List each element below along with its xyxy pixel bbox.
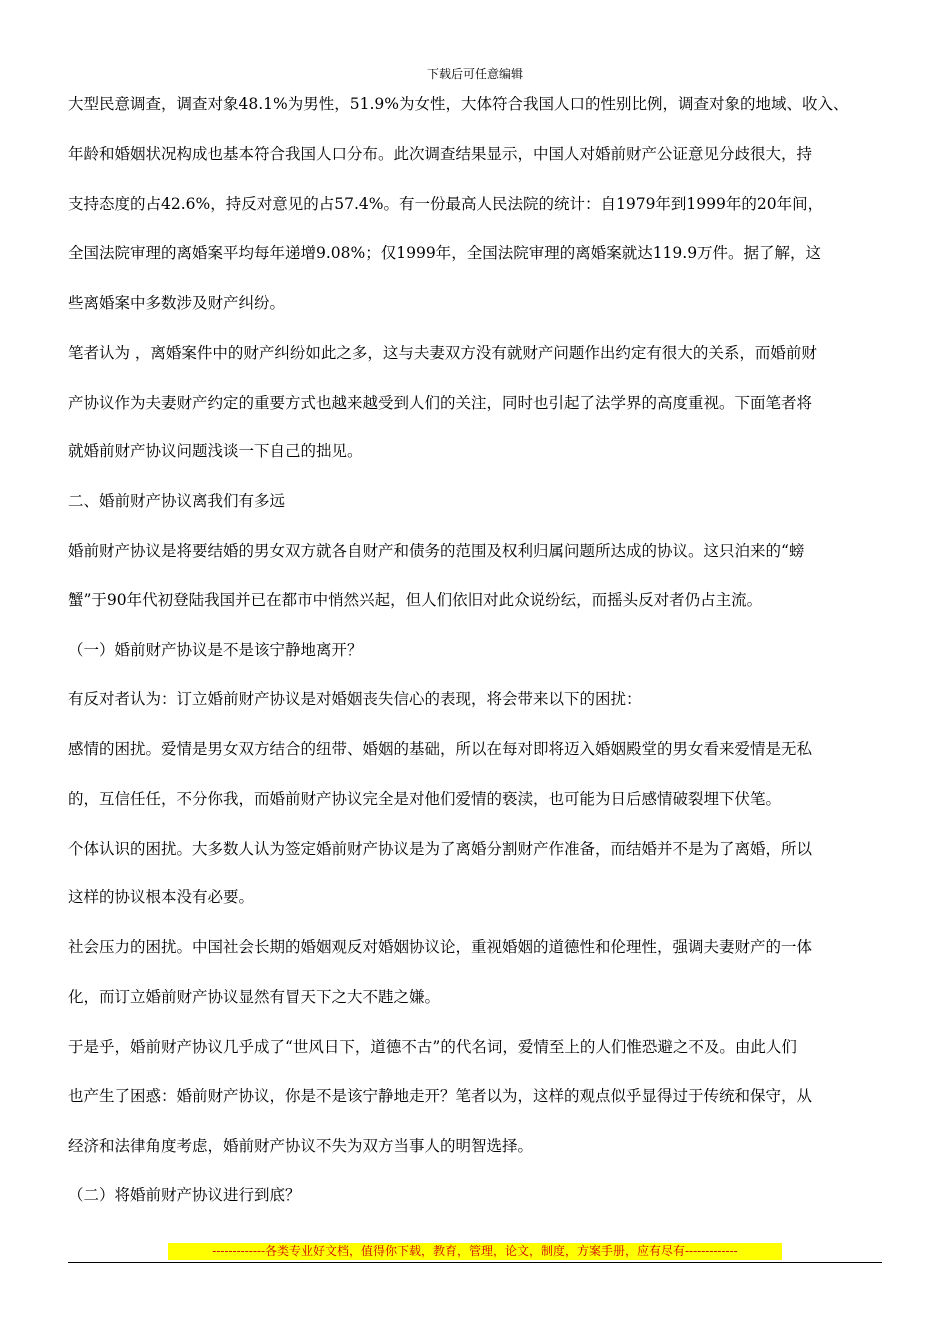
text-line: 有反对者认为：订立婚前财产协议是对婚姻丧失信心的表现，将会带来以下的困扰：	[68, 690, 642, 708]
text-line: 于是乎，婚前财产协议几乎成了“世风日下，道德不古”的代名词，爱情至上的人们惟恐避之不及。由此人们	[68, 1038, 797, 1056]
text-line: 就婚前财产协议问题浅谈一下自己的拙见。	[68, 442, 363, 460]
text-line: 年龄和婚姻状况构成也基本符合我国人口分布。此次调查结果显示，中国人对婚前财产公证意见分歧很大，持	[68, 145, 813, 163]
page-header: 下载后可任意编辑	[426, 67, 523, 81]
text-line: 蟹”于90年代初登陆我国并已在都市中悄然兴起，但人们依旧对此众说纷纭，而摇头反对者仍占主流。	[68, 591, 763, 609]
text-line: 支持态度的占42.6%，持反对意见的占57.4%。有一份最高人民法院的统计：自1979年到1999年的20年间，	[68, 195, 824, 213]
text-line: 笔者认为 ，离婚案件中的财产纠纷如此之多，这与夫妻双方没有就财产问题作出约定有很大的关系，而婚前财	[68, 344, 817, 362]
text-line: 些离婚案中多数涉及财产纠纷。	[68, 294, 286, 312]
subsection-heading: （一）婚前财产协议是不是该宁静地离开？	[68, 641, 363, 659]
text-line: 社会压力的困扰。中国社会长期的婚姻观反对婚姻协议论，重视婚姻的道德性和伦理性，强调夫妻财产的一体	[68, 938, 813, 956]
text-line: 个体认识的困扰。大多数人认为签定婚前财产协议是为了离婚分割财产作准备，而结婚并不是为了离婚，所以	[68, 840, 813, 858]
subsection-heading: （二）将婚前财产协议进行到底？	[68, 1186, 301, 1204]
text-line: 也产生了困惑：婚前财产协议，你是不是该宁静地走开？笔者以为，这样的观点似乎显得过于传统和保守，从	[68, 1087, 813, 1105]
text-line: 大型民意调查，调查对象48.1%为男性，51.9%为女性，大体符合我国人口的性别比例，调查对象的地域、收入、	[68, 95, 849, 113]
text-line: 婚前财产协议是将要结婚的男女双方就各自财产和债务的范围及权利归属问题所达成的协议。这只泊来的“螃	[68, 542, 805, 560]
text-line: 这样的协议根本没有必要。	[68, 888, 255, 906]
text-line: 感情的困扰。爱情是男女双方结合的纽带、婚姻的基础，所以在每对即将迈入婚姻殿堂的男女看来爱情是无私	[68, 740, 813, 758]
text-line: 化，而订立婚前财产协议显然有冒天下之大不韪之嫌。	[68, 988, 441, 1006]
footer-banner: -------------各类专业好文档，值得你下载，教育，管理，论文，制度，方案手册，应有尽有-------------	[168, 1243, 782, 1260]
text-line: 经济和法律角度考虑，婚前财产协议不失为双方当事人的明智选择。	[68, 1137, 534, 1155]
text-line: 全国法院审理的离婚案平均每年递增9.08%；仅1999年，全国法院审理的离婚案就达119.9万件。据了解，这	[68, 244, 822, 262]
footer-rule	[68, 1262, 882, 1263]
text-line: 的，互信任任，不分你我，而婚前财产协议完全是对他们爱情的亵渎，也可能为日后感情破裂埋下伏笔。	[68, 790, 782, 808]
text-line: 产协议作为夫妻财产约定的重要方式也越来越受到人们的关注，同时也引起了法学界的高度重视。下面笔者将	[68, 394, 813, 412]
section-heading: 二、婚前财产协议离我们有多远	[68, 492, 286, 510]
